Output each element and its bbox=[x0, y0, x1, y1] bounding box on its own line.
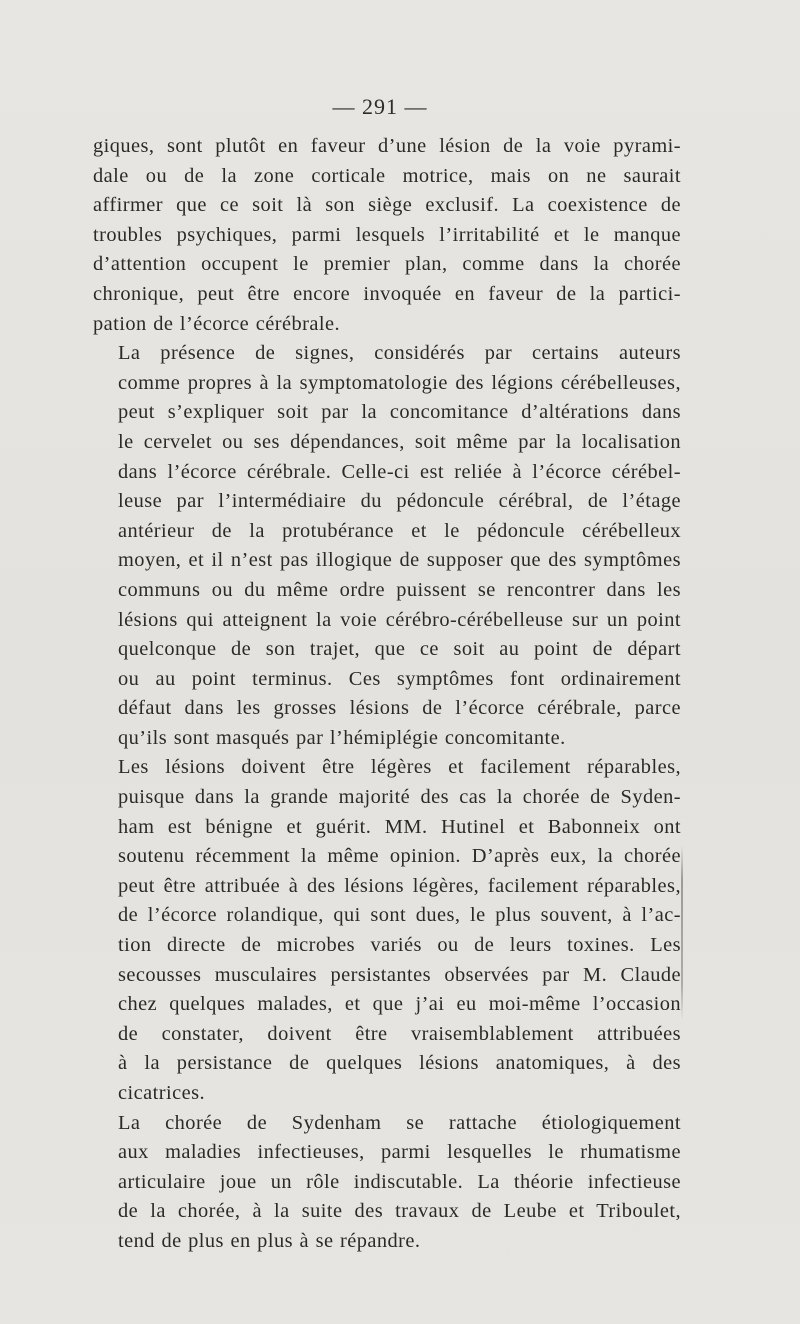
text-line: peut s’expliquer soit par la concomitance d’altérations dans bbox=[118, 401, 681, 424]
text-line: peut être attribuée à des lésions légères, facilement réparables, bbox=[118, 874, 681, 897]
text-line: dale ou de la zone corticale motrice, mais on ne saurait bbox=[93, 164, 681, 187]
paragraph bbox=[93, 132, 681, 339]
paragraph bbox=[93, 1109, 681, 1257]
text-line: troubles psychiques, parmi lesquels l’irritabilité et le manque bbox=[93, 223, 681, 246]
paragraph bbox=[93, 339, 681, 753]
text-line: affirmer que ce soit là son siège exclusif. La coexistence de bbox=[93, 194, 681, 217]
text-line: d’attention occupent le premier plan, comme dans la chorée bbox=[93, 253, 681, 276]
text-line: giques, sont plutôt en faveur d’une lésion de la voie pyrami- bbox=[93, 135, 681, 157]
text-line: dans l’écorce cérébrale. Celle-ci est reliée à l’écorce cérébel- bbox=[118, 460, 681, 483]
page-number: — 291 — bbox=[332, 94, 428, 119]
text-line: pation de l’écorce cérébrale. bbox=[93, 312, 340, 335]
text-line: défaut dans les grosses lésions de l’écorce cérébrale, parce bbox=[118, 697, 681, 720]
text-line: La présence de signes, considérés par certains auteurs bbox=[118, 342, 681, 365]
text-line: quelconque de son trajet, que ce soit au point de départ bbox=[118, 638, 681, 661]
text-line: de constater, doivent être vraisemblablement attribuées bbox=[118, 1022, 681, 1045]
text-line: Les lésions doivent être légères et facilement réparables, bbox=[118, 756, 681, 779]
text-line: de l’écorce rolandique, qui sont dues, le plus souvent, à l’ac- bbox=[118, 904, 681, 927]
text-line: La chorée de Sydenham se rattache étiologiquement bbox=[118, 1111, 681, 1134]
text-line: antérieur de la protubérance et le pédoncule cérébelleux bbox=[118, 519, 681, 542]
text-line: soutenu récemment la même opinion. D’après eux, la chorée bbox=[118, 845, 681, 868]
text-line: moyen, et il n’est pas illogique de supposer que des symptômes bbox=[118, 549, 681, 572]
text-line: ou au point terminus. Ces symptômes font ordinairement bbox=[118, 667, 681, 690]
text-line: aux maladies infectieuses, parmi lesquelles le rhumatisme bbox=[118, 1141, 681, 1164]
text-line: ham est bénigne et guérit. MM. Hutinel et Babonneix ont bbox=[118, 815, 681, 838]
text-line: de la chorée, à la suite des travaux de Leube et Triboulet, bbox=[118, 1200, 681, 1223]
text-line: lésions qui atteignent la voie cérébro-cérébelleuse sur un point bbox=[118, 608, 681, 631]
text-line: qu’ils sont masqués par l’hémiplégie concomitante. bbox=[118, 726, 566, 749]
margin-mark bbox=[681, 845, 683, 1020]
text-line: chronique, peut être encore invoquée en faveur de la partici- bbox=[93, 282, 681, 305]
text-line: articulaire joue un rôle indiscutable. La théorie infectieuse bbox=[118, 1170, 681, 1193]
text-line: le cervelet ou ses dépendances, soit même par la localisation bbox=[118, 430, 681, 453]
text-line: tion directe de microbes variés ou de leurs toxines. Les bbox=[118, 934, 681, 957]
text-line: cicatrices. bbox=[118, 1082, 206, 1104]
body-text bbox=[93, 132, 681, 1257]
text-line: leuse par l’intermédiaire du pédoncule cérébral, de l’étage bbox=[118, 490, 681, 513]
paragraph bbox=[93, 753, 681, 1108]
text-line: comme propres à la symptomatologie des légions cérébelleuses, bbox=[118, 371, 681, 394]
text-line: communs ou du même ordre puissent se rencontrer dans les bbox=[118, 578, 681, 601]
text-line: chez quelques malades, et que j’ai eu moi-même l’occasion bbox=[118, 993, 681, 1016]
text-line: à la persistance de quelques lésions anatomiques, à des bbox=[118, 1052, 681, 1075]
text-line: tend de plus en plus à se répandre. bbox=[118, 1229, 421, 1252]
text-line: secousses musculaires persistantes observées par M. Claude bbox=[118, 963, 681, 986]
text-line: puisque dans la grande majorité des cas la chorée de Syden- bbox=[118, 786, 681, 809]
